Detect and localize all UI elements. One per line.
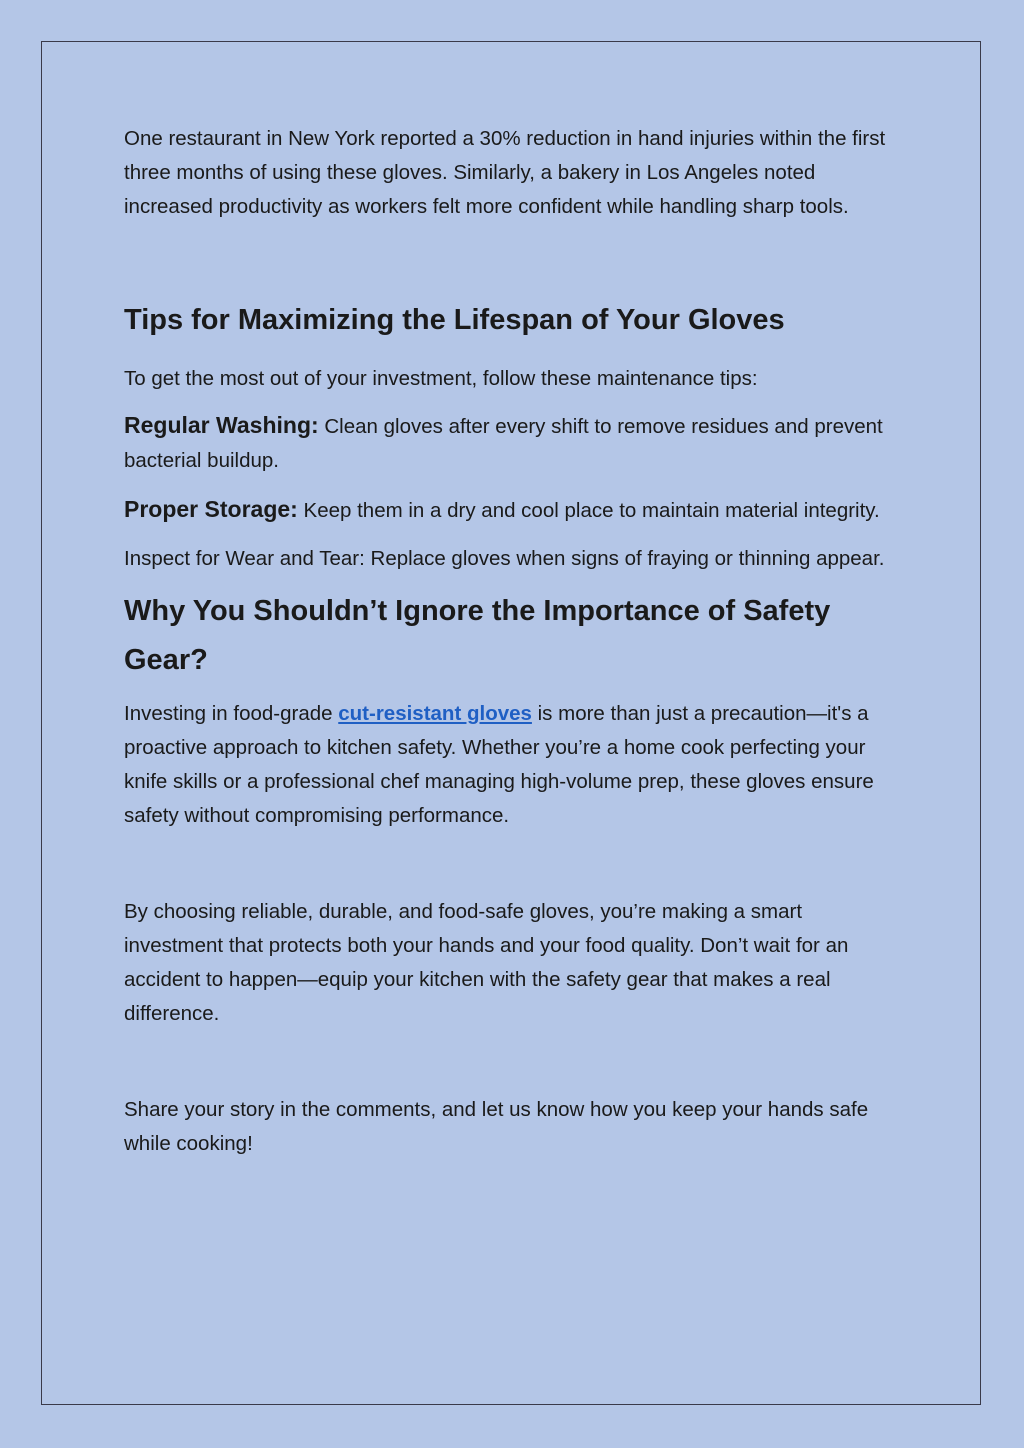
tip-text: Clean gloves after every shift to remove residues and prevent bacterial buildup. (124, 415, 883, 472)
article-body (124, 122, 904, 1161)
tips-lead-paragraph: To get the most out of your investment, follow these maintenance tips: (124, 367, 758, 390)
tip-proper-storage (124, 492, 904, 528)
intro-paragraph: One restaurant in New York reported a 30% reduction in hand injuries within the first three months of using these gloves. Similarly, a bakery in Los Angeles noted increased productivity as workers felt more confident while handling sharp tools. (124, 127, 886, 218)
share-paragraph: Share your story in the comments, and let us know how you keep your hands safe while cooking! (124, 1098, 869, 1155)
closing-paragraph: By choosing reliable, durable, and food-safe gloves, you’re making a smart investment that protects both your hands and your food quality. Don’t wait for an accident to happen—equip your kitchen with the safety gear that makes a real difference. (124, 900, 849, 1025)
tip-term: Regular Washing: (124, 412, 319, 438)
why-text-before-link: Investing in food-grade (124, 702, 339, 725)
tip-regular-washing (124, 408, 904, 478)
tip-inspect-wear: Inspect for Wear and Tear: Replace gloves when signs of fraying or thinning appear. (124, 547, 885, 570)
cut-resistant-gloves-link[interactable]: cut-resistant gloves (338, 702, 532, 725)
why-heading: Why You Shouldn’t Ignore the Importance of Safety Gear? (124, 595, 831, 676)
tip-text: Keep them in a dry and cool place to maintain material integrity. (297, 499, 880, 522)
why-text-after-link: is more than just a precaution—it's a proactive approach to kitchen safety. Whether you’re a home cook perfecting your knife skills or a professional chef managing high-volume prep, these gloves ensure safety without compromising performance. (124, 702, 874, 827)
why-paragraph (124, 697, 904, 833)
tips-heading: Tips for Maximizing the Lifespan of Your Gloves (124, 304, 785, 336)
tip-term: Proper Storage: (124, 496, 298, 522)
